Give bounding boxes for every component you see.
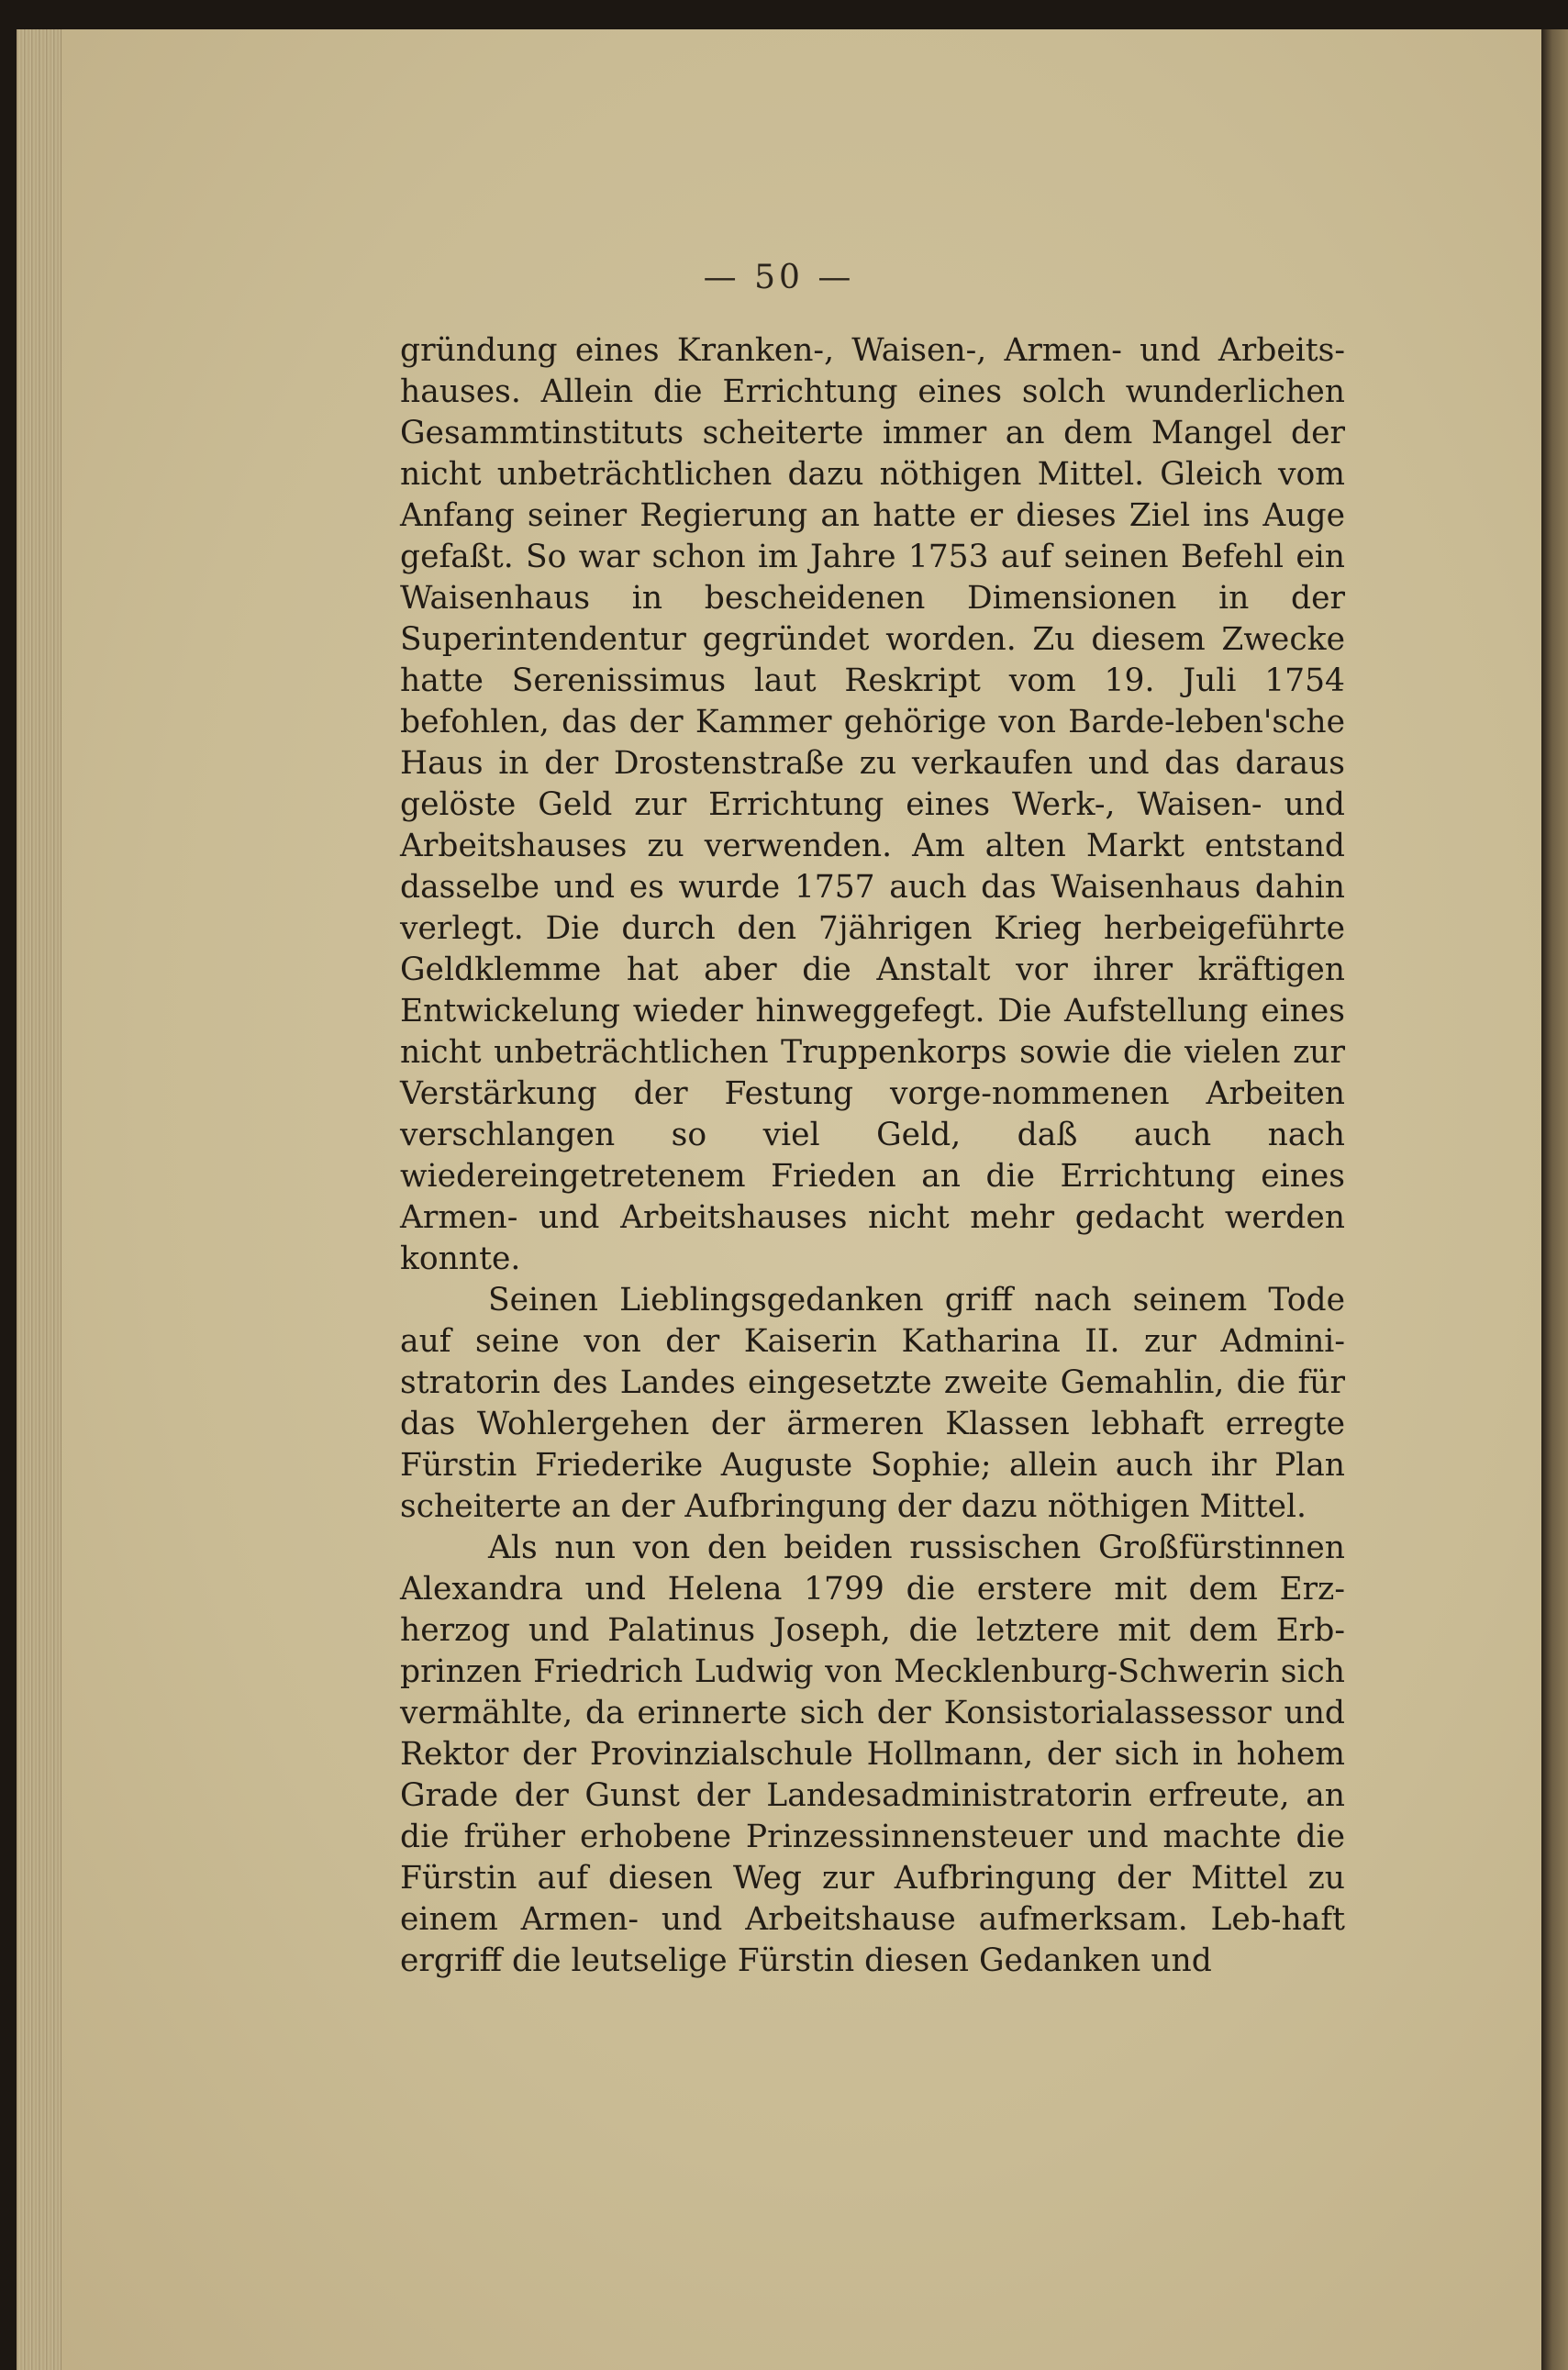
paper-sheet: [17, 29, 1541, 2370]
stacked-page-edges: [17, 29, 61, 2370]
paragraph-3: Als nun von den beiden russischen Großfürstinnen Alexandra und Helena 1799 die erstere mit dem Erz-herzog und Palatinus Joseph, die letztere mit dem Erb-prinzen Friedrich Ludwig von Mecklenburg-Schwerin sich vermählte, da erinnerte sich der Konsistorialassessor und Rektor der Provinzialschule Hollmann, der sich in hohem Grade der Gunst der Landesadministratorin erfreute, an die früher erhobene Prinzessinnensteuer und machte die Fürstin auf diesen Weg zur Aufbringung der Mittel zu einem Armen- und Arbeitshause aufmerksam. Leb-haft ergriff die leutselige Fürstin diesen Gedanken und: [400, 1530, 1345, 1979]
body-text: [400, 330, 1345, 1982]
paragraph-1: gründung eines Kranken-, Waisen-, Armen- und Arbeits-hauses. Allein die Errichtung eines solch wunderlichen Gesammtinstituts scheiterte immer an dem Mangel der nicht unbeträchtlichen dazu nöthigen Mittel. Gleich vom Anfang seiner Regierung an hatte er dieses Ziel ins Auge gefaßt. So war schon im Jahre 1753 auf seinen Befehl ein Waisenhaus in bescheidenen Dimensionen in der Superintendentur gegründet worden. Zu diesem Zwecke hatte Serenissimus laut Reskript vom 19. Juli 1754 befohlen, das der Kammer gehörige von Barde-leben'sche Haus in der Drostenstraße zu verkaufen und das daraus gelöste Geld zur Errichtung eines Werk-, Waisen- und Arbeitshauses zu verwenden. Am alten Markt entstand dasselbe und es wurde 1757 auch das Waisenhaus dahin verlegt. Die durch den 7jährigen Krieg herbeigeführte Geldklemme hat aber die Anstalt vor ihrer kräftigen Entwickelung wieder hinweggefegt. Die Aufstellung eines nicht unbeträchtlichen Truppenkorps sowie die vielen zur Verstärkung der Festung vorge-nommenen Arbeiten verschlangen so viel Geld, daß auch nach wiedereingetretenem Frieden an die Errichtung eines Armen- und Arbeitshauses nicht mehr gedacht werden konnte.: [400, 332, 1345, 1277]
facing-page-edge: [1541, 29, 1568, 2370]
paragraph-2: Seinen Lieblingsgedanken griff nach seinem Tode auf seine von der Kaiserin Katharina II. zur Admini-stratorin des Landes eingesetzte zweite Gemahlin, die für das Wohlergehen der ärmeren Klassen lebhaft erregte Fürstin Friederike Auguste Sophie; allein auch ihr Plan scheiterte an der Aufbringung der dazu nöthigen Mittel.: [400, 1282, 1345, 1525]
page-number: — 50 —: [703, 259, 855, 296]
